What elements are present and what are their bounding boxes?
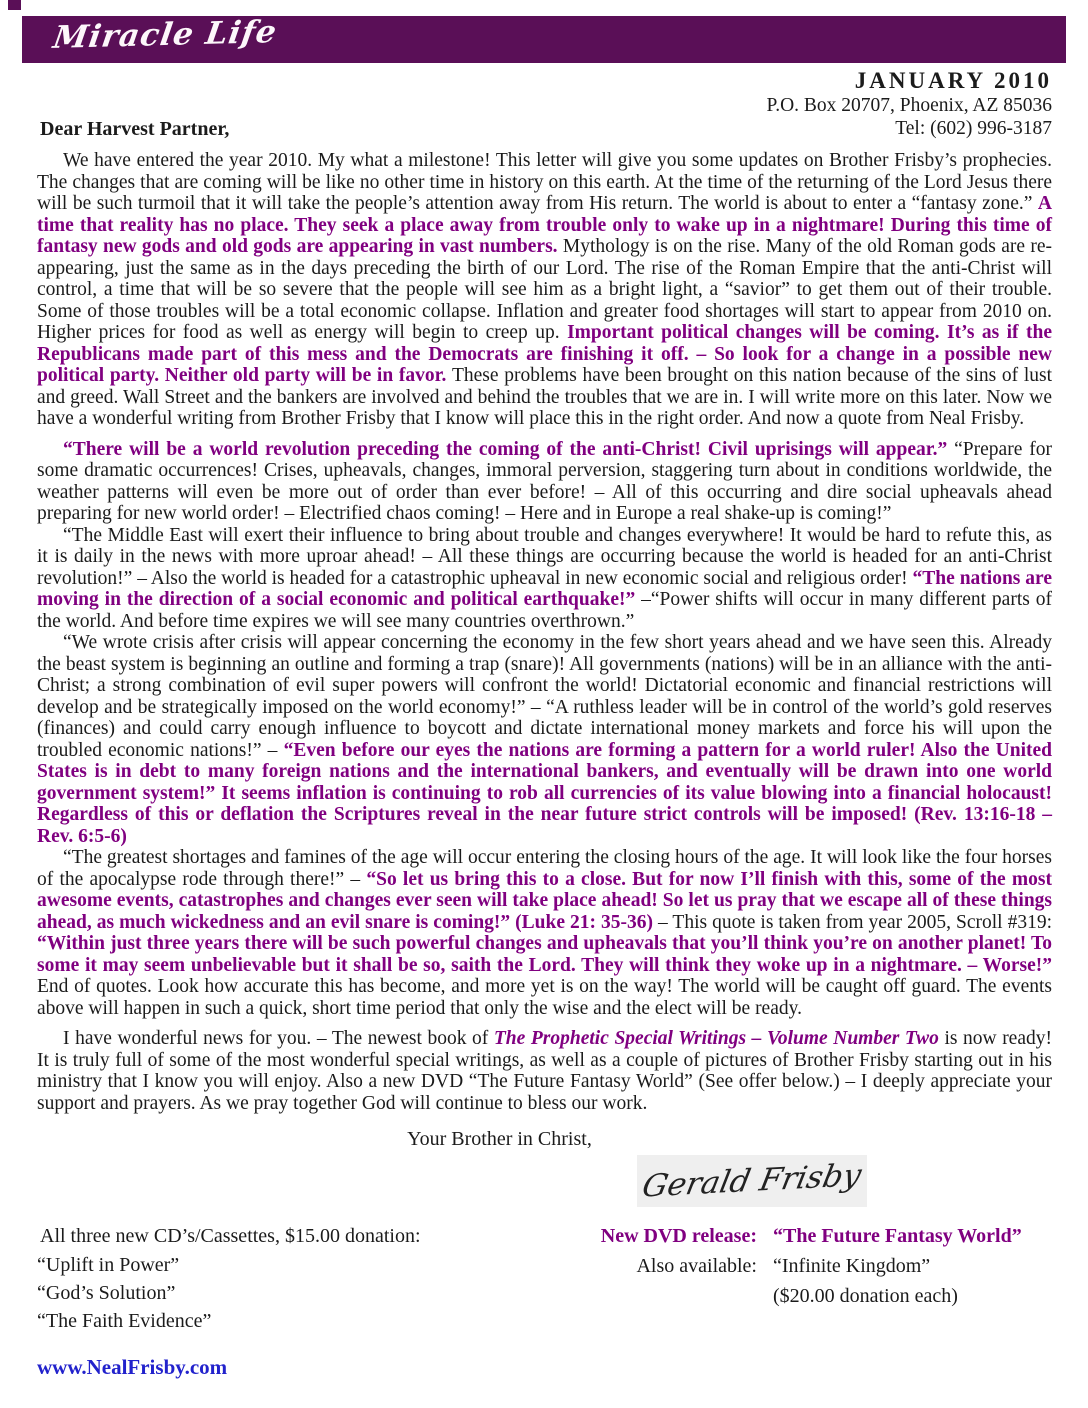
letter-body (37, 150, 1052, 1114)
text-run: “Prepare for some dramatic occurrences! Crises, upheavals, changes, immoral perversion, staggering turn about in conditions worldwide, the weather patterns will even be more out of order than ever before! – All of this occurring and dire social upheavals ahead preparing for new world order! – Electrified chaos coming! – Here and in Europe a real shake-up is coming!” (37, 438, 1052, 524)
text-run: – This quote is taken from year 2005, Scroll #319: (658, 911, 1052, 933)
dvd-release-title: “The Future Fantasy World” (773, 1225, 1022, 1247)
letter-paragraph-2 (37, 439, 1052, 525)
po-box-address: P.O. Box 20707, Phoenix, AZ 85036 (766, 95, 1052, 116)
salutation-row (37, 118, 1052, 141)
donation-row (585, 1281, 1052, 1311)
website-link[interactable]: www.NealFrisby.com (37, 1355, 228, 1379)
corner-print-mark (8, 0, 21, 10)
text-run: I have wonderful news for you. – The newest book of (63, 1028, 494, 1049)
text-run: End of quotes. Look how accurate this has become, and more yet is on the way! The world will be caught off guard. The events above will happen in such a quick, short time period that only the wise and the elect will be ready. (37, 976, 1052, 1019)
signature-name: Gerald Frisby (639, 1157, 865, 1205)
text-run: “The Middle East will exert their influence to bring about trouble and changes everywhere! It would be hard to refute this, as it is daily in the news with more uproar ahead! – All these things are occurring because the world is headed for an anti-Christ revolution!” – Also the world is headed for a catastrophic upheaval in new economic social and religious order! (37, 524, 1052, 589)
text-run: “There will be a world revolution preceding the coming of the anti-Christ! Civil uprisings will appear.” (63, 438, 955, 460)
letter-paragraph-1 (37, 150, 1052, 430)
letter-paragraph-4 (37, 632, 1052, 847)
also-available-row (585, 1251, 1052, 1281)
text-run: We have entered the year 2010. My what a milestone! This letter will give you some updates on Brother Frisby’s prophecies. The changes that are coming will be like no other time in history on this earth. At the time of the returning of the Lord Jesus there will be such turmoil that it will take the people’s attention away from His return. The world is about to enter a “fantasy zone.” (37, 150, 1052, 214)
dvd-release-label: New DVD release: (600, 1225, 757, 1247)
text-run: A time that reality has no place. They seek a place away from trouble only to wake up in a nightmare! During this time of fantasy new gods and old gods are appearing in vast numbers. (37, 193, 1052, 257)
donation-amount: ($20.00 donation each) (773, 1285, 958, 1307)
cd-title-1: “Uplift in Power” (37, 1254, 180, 1276)
dvd-offer-column (585, 1221, 1052, 1335)
text-run: “So let us bring this to a close. But for now I’ll finish with this, some of the most awesome events, catastrophes and changes ever seen will take place ahead! So let us pray that we escape all of these things ahead, as much wickedness and an evil snare is coming!” (Luke 21: 35-36) (37, 868, 1053, 933)
text-run: Mythology is on the rise. Many of the old Roman gods are re-appearing, just the same as in the days preceding the birth of our Lord. The rise of the Roman Empire that the anti-Christ will control, a time that will be so severe that the people will see him as a bright light, a “savior” to get them out of their trouble. Some of those troubles will be a total economic collapse. Inflation and greater food shortages will start to appear from 2010 on. Higher prices for food as well as energy will begin to creep up. (37, 236, 1053, 343)
text-run: “Even before our eyes the nations are forming a pattern for a world ruler! Also the United States is in debt to many foreign nations and the international bankers, and eventually will be drawn into one world government system!” It seems inflation is continuing to rob all currencies of its value blowing into a financial holocaust! Regardless of this or deflation the Scriptures reveal in the near future strict controls will be imposed! (Rev. 13:16-18 – Rev. 6:5-6) (37, 739, 1052, 847)
text-run: “Within just three years there will be such powerful changes and upheavals that you’ll think you’re on another planet! To some it may seem unbelievable but it shall be so, saith the Lord. They will think they woke up in a nightmare. – Worse!” (37, 933, 1052, 976)
also-available-title: “Infinite Kingdom” (773, 1255, 931, 1277)
letter-paragraph-3 (37, 525, 1052, 633)
text-run: –“Power shifts will occur in many different parts of the world. And before time expires we will see many countries overthrown.” (37, 589, 1052, 632)
valediction: Your Brother in Christ, (407, 1128, 592, 1150)
text-run: The Prophetic Special Writings – Volume Number Two (493, 1028, 939, 1049)
text-run: is now ready! It is truly full of some of the most wonderful special writings, as well as a couple of pictures of Brother Frisby starting out in his ministry that I know you will enjoy. Also a new DVD “The Future Fantasy World” (See offer below.) – I deeply appreciate your support and prayers. As we pray together God will continue to bless our work. (37, 1028, 1052, 1114)
issue-date: JANUARY 2010 (854, 68, 1052, 93)
text-run: These problems have been brought on this nation because of the sins of lust and greed. Wall Street and the bankers are involved and behind the troubles that we are in. I will write more on this later. Now we have a wonderful writing from Brother Frisby that I know will place this in the right order. And now a quote from Neal Frisby. (37, 365, 1052, 429)
text-run: Important political changes will be coming. It’s as if the Republicans made part of this mess and the Democrats are finishing it off. – So look for a change in a possible new political party. Neither old party will be in favor. (37, 322, 1052, 386)
letter-paragraph-5 (37, 847, 1052, 1019)
donation-label-spacer (585, 1281, 757, 1311)
phone-number: Tel: (602) 996-3187 (895, 118, 1052, 139)
brand-script-logo: Miracle Life (50, 14, 280, 56)
text-run: “We wrote crisis after crisis will appear concerning the economy in the few short years ahead and we have seen this. Already the beast system is beginning an outline and forming a trap (snare)! All governments (nations) will be in an alliance with the anti-Christ; a strong combination of evil super powers will confront the world! Dictatorial economic and financial restrictions will develop and be strategically imposed on the world economy!” – “A ruthless leader will be in control of the world’s gold reserves (finances) and could carry enough influence to boycott and dictate international money markets and force his will upon the troubled economic nations!” – (37, 632, 1052, 761)
cd-title-3: “The Faith Evidence” (37, 1310, 212, 1332)
signature-scan (637, 1155, 867, 1207)
masthead-banner (22, 16, 1066, 63)
cd-offer-heading: All three new CD’s/Cassettes, $15.00 donation: (40, 1225, 421, 1247)
offers-section (37, 1221, 1052, 1335)
also-available-label: Also available: (636, 1255, 757, 1277)
cd-title-2: “God’s Solution” (37, 1282, 176, 1304)
letter-content (37, 68, 1052, 1380)
dvd-release-row (585, 1221, 1052, 1251)
letter-paragraph-6 (37, 1028, 1052, 1114)
text-run: “The nations are moving in the direction of a social economic and political earthquake!” (37, 567, 1052, 610)
text-run: “The greatest shortages and famines of the age will occur entering the closing hours of the age. It will look like the four horses of the apocalypse rode through there!” – (37, 847, 1052, 890)
cd-offer-column (37, 1221, 585, 1335)
salutation: Dear Harvest Partner, (40, 118, 230, 140)
